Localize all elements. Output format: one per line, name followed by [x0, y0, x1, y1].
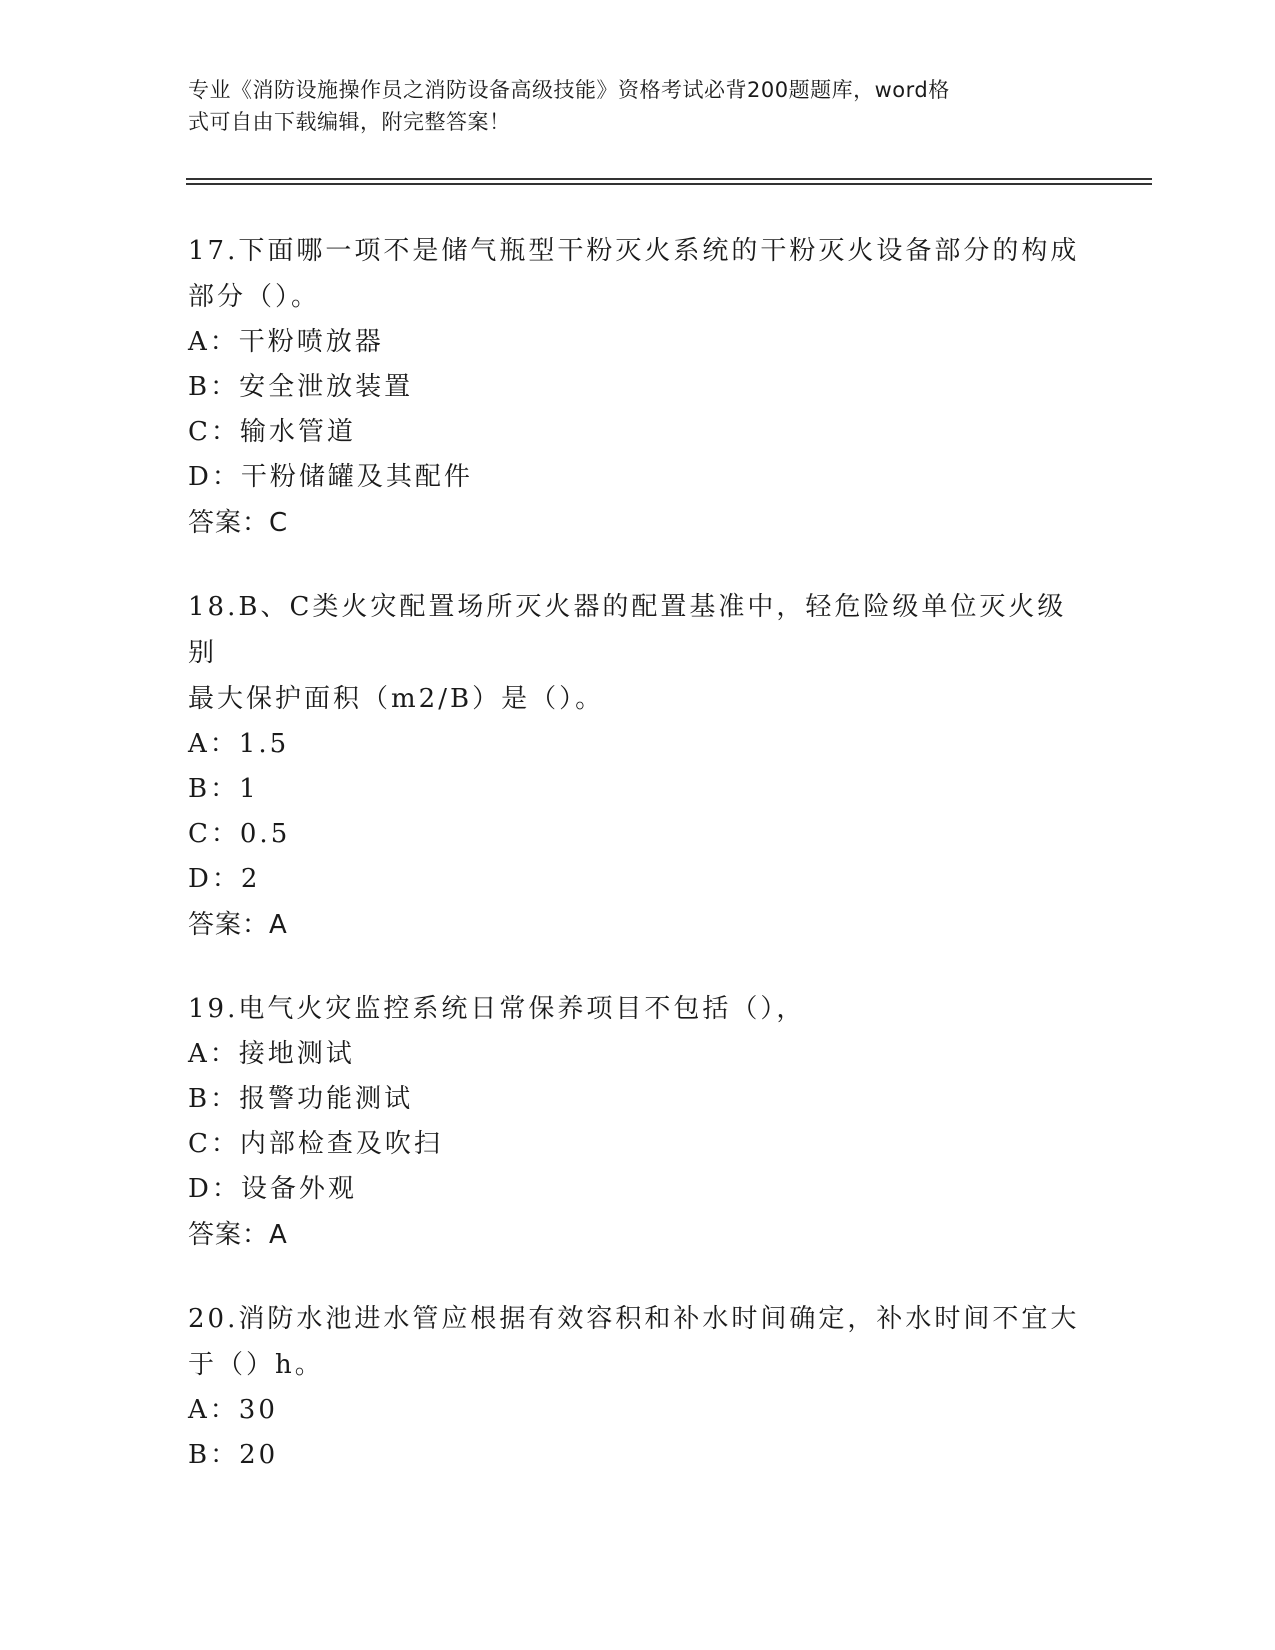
question-18	[188, 584, 1088, 948]
option-b: B：安全泄放装置	[188, 372, 414, 402]
question-stem-line: 17.下面哪一项不是储气瓶型干粉灭火系统的干粉灭火设备部分的构成	[188, 236, 1080, 266]
question-stem-line: 18.B、C类火灾配置场所灭火器的配置基准中，轻危险级单位灭火级别	[188, 592, 1067, 668]
answer-label: 答案：A	[188, 910, 288, 940]
header-divider-bottom	[186, 183, 1152, 185]
option-b: B：报警功能测试	[188, 1084, 414, 1114]
option-c: C：输水管道	[188, 417, 356, 447]
question-stem	[188, 584, 1088, 722]
header-divider-top	[186, 178, 1152, 180]
option-c: C：内部检查及吹扫	[188, 1129, 443, 1159]
question-19	[188, 986, 1088, 1258]
option-d: D：2	[188, 864, 261, 894]
document-header	[188, 74, 1068, 138]
answer-label: 答案：A	[188, 1220, 288, 1250]
option-a: A：接地测试	[188, 1039, 355, 1069]
question-stem	[188, 228, 1088, 320]
question-stem-line: 19.电气火灾监控系统日常保养项目不包括（），	[188, 994, 806, 1024]
question-17	[188, 228, 1088, 546]
question-stem	[188, 1296, 1088, 1388]
question-stem-line: 20.消防水池进水管应根据有效容积和补水时间确定，补水时间不宜大	[188, 1304, 1080, 1334]
question-list	[188, 228, 1088, 1516]
option-a: A：30	[188, 1395, 278, 1425]
header-line-2: 式可自由下载编辑，附完整答案！	[188, 110, 511, 134]
option-d: D：设备外观	[188, 1174, 357, 1204]
header-line-1: 专业《消防设施操作员之消防设备高级技能》资格考试必背200题题库，word格	[188, 78, 950, 102]
question-stem-line: 最大保护面积（m2/B）是（）。	[188, 684, 605, 714]
option-b: B：20	[188, 1440, 279, 1470]
option-b: B：1	[188, 774, 259, 804]
question-stem	[188, 986, 1088, 1032]
option-a: A：1.5	[188, 729, 290, 759]
question-stem-line: 部分（）。	[188, 282, 321, 312]
question-stem-line: 于（）h。	[188, 1350, 324, 1380]
option-d: D：干粉储罐及其配件	[188, 462, 473, 492]
answer-label: 答案：C	[188, 508, 289, 538]
option-c: C：0.5	[188, 819, 291, 849]
option-a: A：干粉喷放器	[188, 327, 384, 357]
question-20	[188, 1296, 1088, 1478]
